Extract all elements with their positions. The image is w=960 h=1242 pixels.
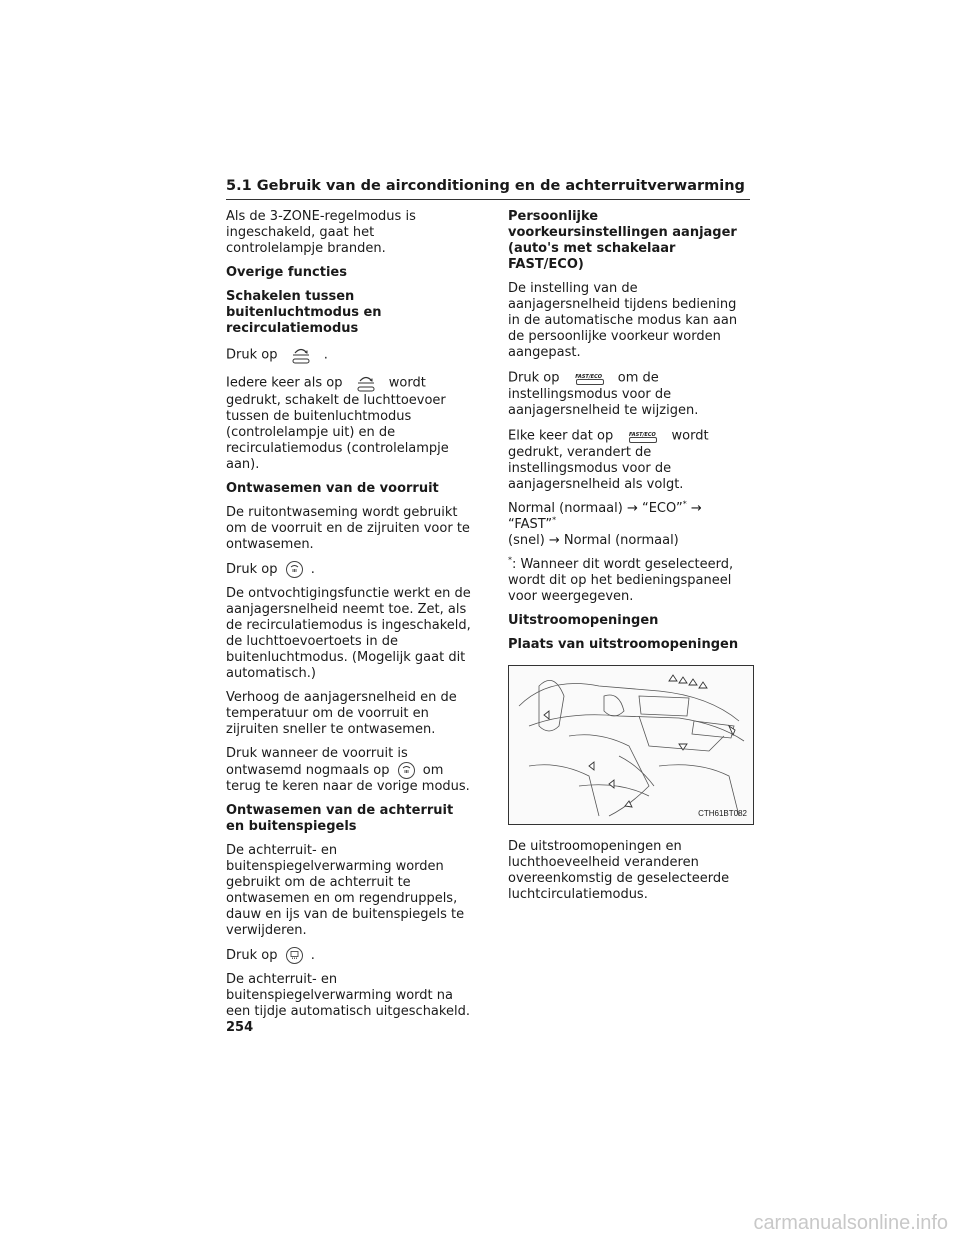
text: → “FAST” <box>508 501 702 532</box>
paragraph: Verhoog de aanjagersnelheid en de temperatuur om de voorruit en zijruiten sneller te ontwasemen. <box>226 690 457 737</box>
left-column <box>226 209 474 1028</box>
text: Elke keer dat op <box>508 428 614 444</box>
text: Druk op <box>226 562 278 577</box>
paragraph <box>508 427 752 493</box>
paragraph: De ontvochtigingsfunctie werkt en de aanjagersnelheid neemt toe. Zet, als de recirculatiemodus is ingeschakeld, de luchttoevoertoets in de buitenluchtmodus. (Mogelijk gaat dit automatisch.) <box>226 586 471 681</box>
paragraph <box>226 746 474 795</box>
text: Druk op <box>226 347 278 363</box>
windshield-defog-icon <box>398 762 415 779</box>
heading-recirculation: Schakelen tussen buitenluchtmodus en recirculatiemodus <box>226 289 382 336</box>
footnote-mark: * <box>552 515 557 525</box>
footnote-mark: * <box>508 555 512 565</box>
paragraph <box>226 561 474 578</box>
paragraph <box>508 369 752 419</box>
heading-other-functions: Overige functies <box>226 265 347 280</box>
text: . <box>310 948 315 963</box>
text: Druk op <box>226 948 278 963</box>
recirculation-button-icon <box>351 373 381 393</box>
section-header: 5.1 Gebruik van de airconditioning en de achterruitverwarming <box>226 178 750 200</box>
text: Normal (normaal) → “ECO” <box>508 501 683 516</box>
paragraph: De achterruit- en buitenspiegelverwarming worden gebruikt om de achterruit te ontwasemen en om regendruppels, dauw en ijs van de buitenspiegels te verwijderen. <box>226 843 465 938</box>
text: Iedere keer als op <box>226 375 343 391</box>
text: Druk op <box>508 370 560 386</box>
fast-eco-label: FAST/ECO <box>575 374 603 380</box>
recirculation-button-icon <box>286 345 316 365</box>
footnote <box>508 557 752 605</box>
fast-eco-button-icon <box>568 369 610 387</box>
outlet-location-figure <box>508 665 754 825</box>
text: om terug te keren naar de vorige modus. <box>226 763 470 794</box>
watermark: carmanualsonline.info <box>753 1212 948 1234</box>
heading-outlets: Uitstroomopeningen <box>508 613 659 628</box>
car-interior-illustration <box>509 666 753 824</box>
text: om de instellingsmodus voor de aanjagersnelheid te wijzigen. <box>508 370 699 418</box>
windshield-defog-icon <box>286 561 303 578</box>
text: wordt gedrukt, verandert de instellingsmodus voor de aanjagersnelheid als volgt. <box>508 428 709 492</box>
paragraph <box>226 373 474 473</box>
paragraph <box>508 501 752 549</box>
heading-fan-preference: Persoonlijke voorkeursinstellingen aanjager (auto's met schakelaar FAST/ECO) <box>508 209 737 272</box>
fast-eco-label: FAST/ECO <box>628 432 656 438</box>
fast-eco-button-icon <box>621 427 663 445</box>
text: . <box>310 562 315 577</box>
text: . <box>323 347 328 363</box>
text: : Wanneer dit wordt geselecteerd, wordt dit op het bedieningspaneel voor weergegeven. <box>508 557 734 604</box>
heading-windshield-defog: Ontwasemen van de voorruit <box>226 481 439 496</box>
paragraph: De instelling van de aanjagersnelheid tijdens bediening in de automatische modus kan aan de persoonlijke voorkeur worden aangepast. <box>508 281 738 360</box>
paragraph <box>226 947 474 964</box>
footnote-mark: * <box>682 499 687 509</box>
heading-outlet-location: Plaats van uitstroomopeningen <box>508 637 739 652</box>
rear-defog-icon <box>286 947 303 964</box>
text: (snel) → Normal (normaal) <box>508 533 679 548</box>
paragraph: De uitstroomopeningen en luchthoeveelheid veranderen overeenkomstig de geselecteerde luchtcirculatiemodus. <box>508 839 730 902</box>
paragraph: Als de 3-ZONE-regelmodus is ingeschakeld, gaat het controlelampje branden. <box>226 209 416 256</box>
paragraph <box>226 345 474 365</box>
page-number: 254 <box>226 1020 254 1035</box>
text: wordt gedrukt, schakelt de luchttoevoer tussen de buitenluchtmodus (controlelampje uit) en de recirculatiemodus (controlelampje aan). <box>226 375 449 472</box>
right-column <box>508 209 752 911</box>
figure-code: CTH61BT082 <box>698 809 747 818</box>
paragraph: De achterruit- en buitenspiegelverwarming wordt na een tijdje automatisch uitgeschakeld. <box>226 972 470 1019</box>
text: Druk wanneer de voorruit is ontwasemd nogmaals op <box>226 746 408 778</box>
paragraph: De ruitontwaseming wordt gebruikt om de voorruit en de zijruiten voor te ontwasemen. <box>226 505 470 552</box>
heading-rear-defog: Ontwasemen van de achterruit en buitenspiegels <box>226 803 454 834</box>
